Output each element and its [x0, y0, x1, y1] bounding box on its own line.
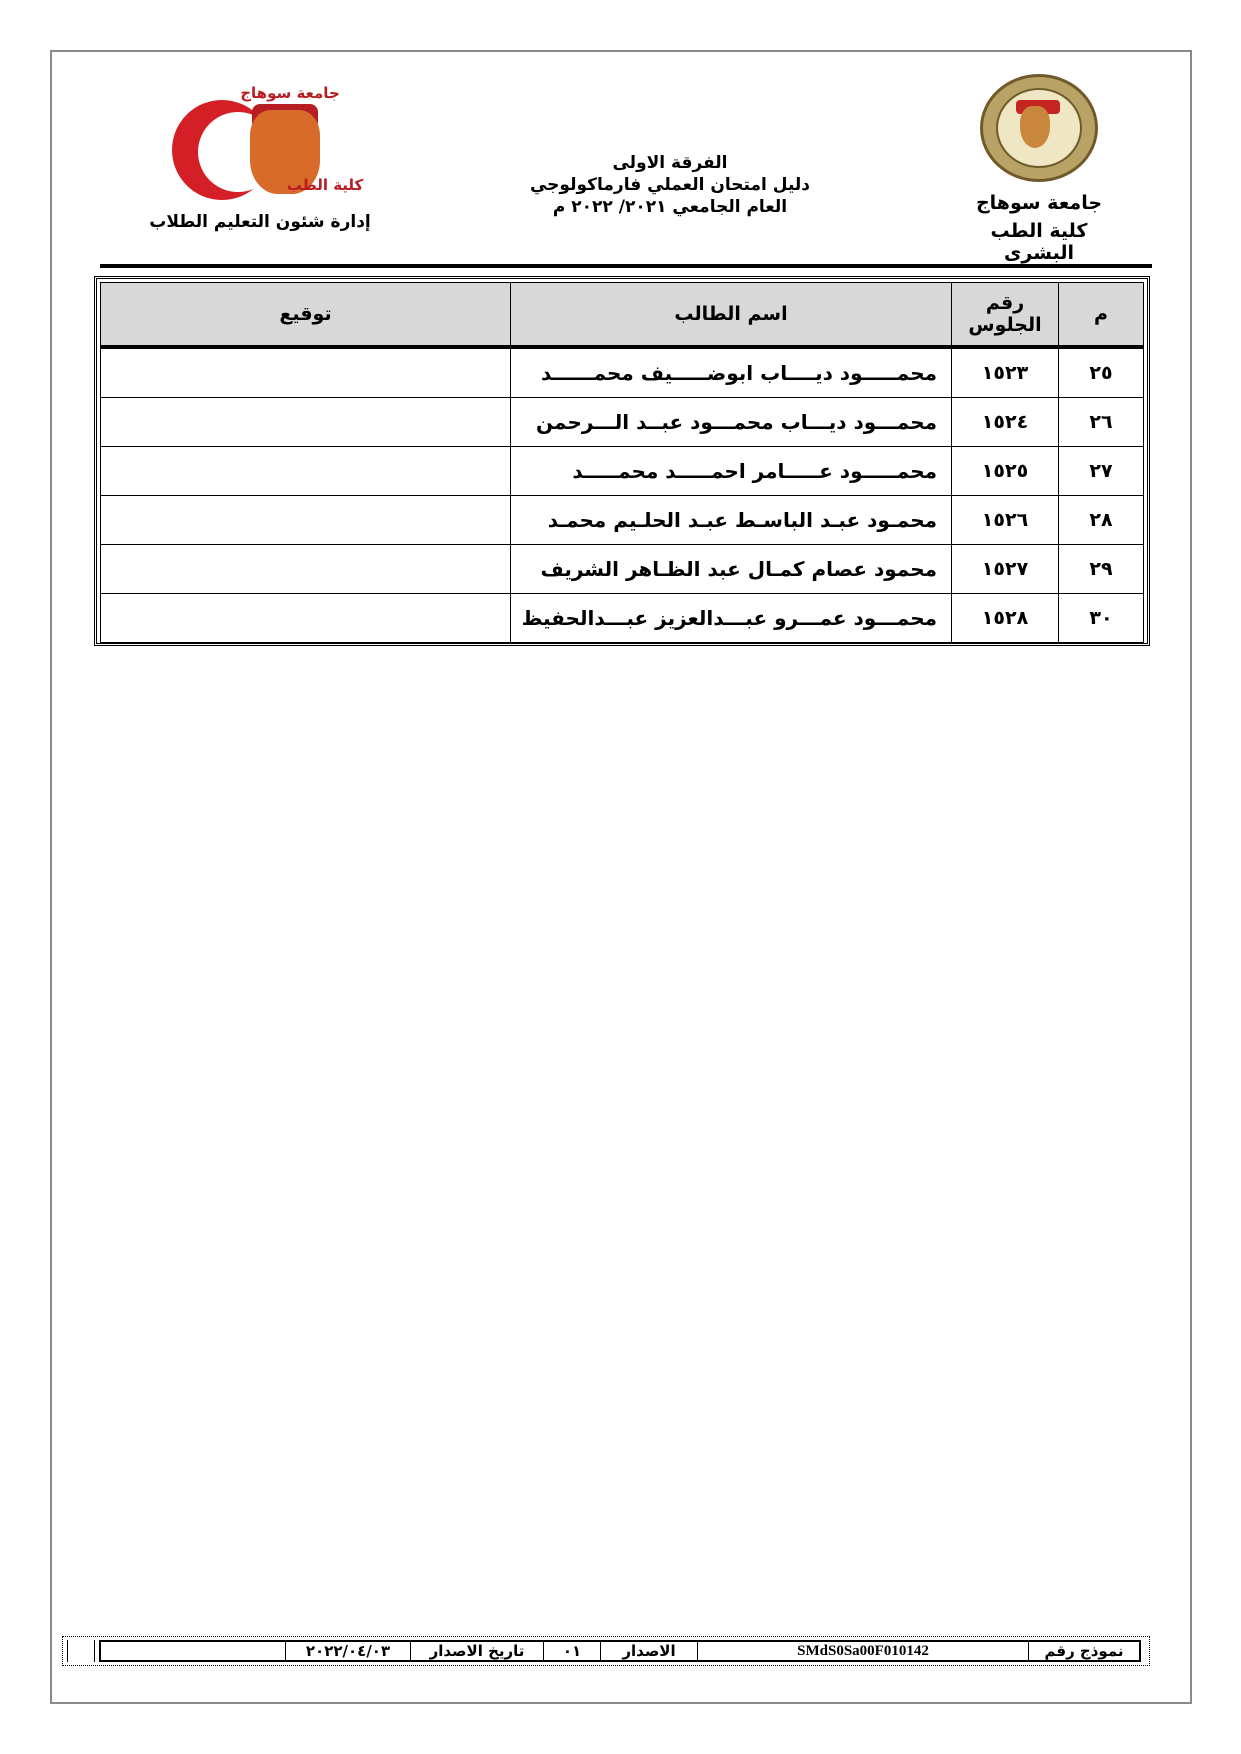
row-index: ٣٠ — [1059, 594, 1144, 643]
header-student-name: اسم الطالب — [511, 283, 952, 348]
row-index: ٢٧ — [1059, 447, 1144, 496]
row-signature-cell — [101, 545, 511, 594]
document-header — [50, 50, 1192, 270]
row-signature-cell — [101, 447, 511, 496]
header-seat-line1: رقم — [985, 292, 1025, 314]
table-row — [101, 545, 1144, 594]
table-row — [101, 594, 1144, 643]
header-seat-number — [952, 283, 1059, 348]
footer-margin-marks — [67, 1640, 95, 1662]
footer-empty-cell — [101, 1642, 285, 1660]
university-block — [954, 74, 1124, 264]
faculty-logo — [160, 84, 364, 202]
row-student-name: محمـــــود ديــــاب ابوضـــــيف محمــــــد — [511, 347, 952, 398]
footer-info-bar — [99, 1640, 1141, 1662]
document-footer — [62, 1636, 1150, 1666]
row-student-name: محمـود عبـد الباسـط عبـد الحلـيم محمـد — [511, 496, 952, 545]
row-seat-number: ١٥٢٨ — [952, 594, 1059, 643]
row-student-name: محمـــود عمـــرو عبـــدالعزيز عبـــدالحفيظ — [511, 594, 952, 643]
table-row — [101, 447, 1144, 496]
department-block — [140, 84, 380, 232]
table-row — [101, 347, 1144, 398]
header-signature: توقيع — [101, 283, 511, 348]
form-number-value: SMdS0Sa00F010142 — [697, 1642, 1028, 1660]
table-row — [101, 496, 1144, 545]
row-seat-number: ١٥٢٣ — [952, 347, 1059, 398]
logo-bottom-text: كلية الطب — [286, 176, 364, 194]
department-name: إدارة شئون التعليم الطلاب — [149, 212, 371, 232]
row-index: ٢٦ — [1059, 398, 1144, 447]
header-index: م — [1059, 283, 1144, 348]
students-table-frame — [94, 276, 1150, 646]
row-index: ٢٩ — [1059, 545, 1144, 594]
row-student-name: محمود عصام كمـال عبد الظـاهر الشريف — [511, 545, 952, 594]
row-signature-cell — [101, 496, 511, 545]
header-seat-line2: الجلوس — [968, 314, 1042, 336]
title-exam-guide: دليل امتحان العملي فارماكولوجي — [529, 175, 810, 195]
version-value: ٠١ — [543, 1642, 600, 1660]
version-label: الاصدار — [600, 1642, 697, 1660]
university-name: جامعة سوهاج — [975, 192, 1103, 214]
university-seal-logo — [976, 74, 1102, 186]
issue-date-label: تاريخ الاصدار — [410, 1642, 543, 1660]
faculty-name: كلية الطب البشرى — [990, 220, 1088, 264]
form-number-label: نموذج رقم — [1028, 1642, 1139, 1660]
logo-top-text: جامعة سوهاج — [240, 84, 340, 102]
title-year-group: الفرقة الاولى — [612, 153, 728, 173]
title-academic-year: العام الجامعي ٢٠٢١/ ٢٠٢٢ م — [552, 197, 788, 217]
row-seat-number: ١٥٢٧ — [952, 545, 1059, 594]
row-student-name: محمـــود ديـــاب محمـــود عبــد الـــرحمن — [511, 398, 952, 447]
row-signature-cell — [101, 398, 511, 447]
students-table — [100, 282, 1144, 643]
document-title — [480, 152, 860, 218]
header-divider — [100, 264, 1152, 268]
row-index: ٢٨ — [1059, 496, 1144, 545]
row-seat-number: ١٥٢٤ — [952, 398, 1059, 447]
row-seat-number: ١٥٢٦ — [952, 496, 1059, 545]
row-signature-cell — [101, 347, 511, 398]
row-signature-cell — [101, 594, 511, 643]
table-header-row — [101, 283, 1144, 348]
row-index: ٢٥ — [1059, 347, 1144, 398]
row-student-name: محمـــــود عـــــامر احمـــــد محمـــــد — [511, 447, 952, 496]
table-row — [101, 398, 1144, 447]
row-seat-number: ١٥٢٥ — [952, 447, 1059, 496]
issue-date-value: ٢٠٢٢/٠٤/٠٣ — [285, 1642, 410, 1660]
